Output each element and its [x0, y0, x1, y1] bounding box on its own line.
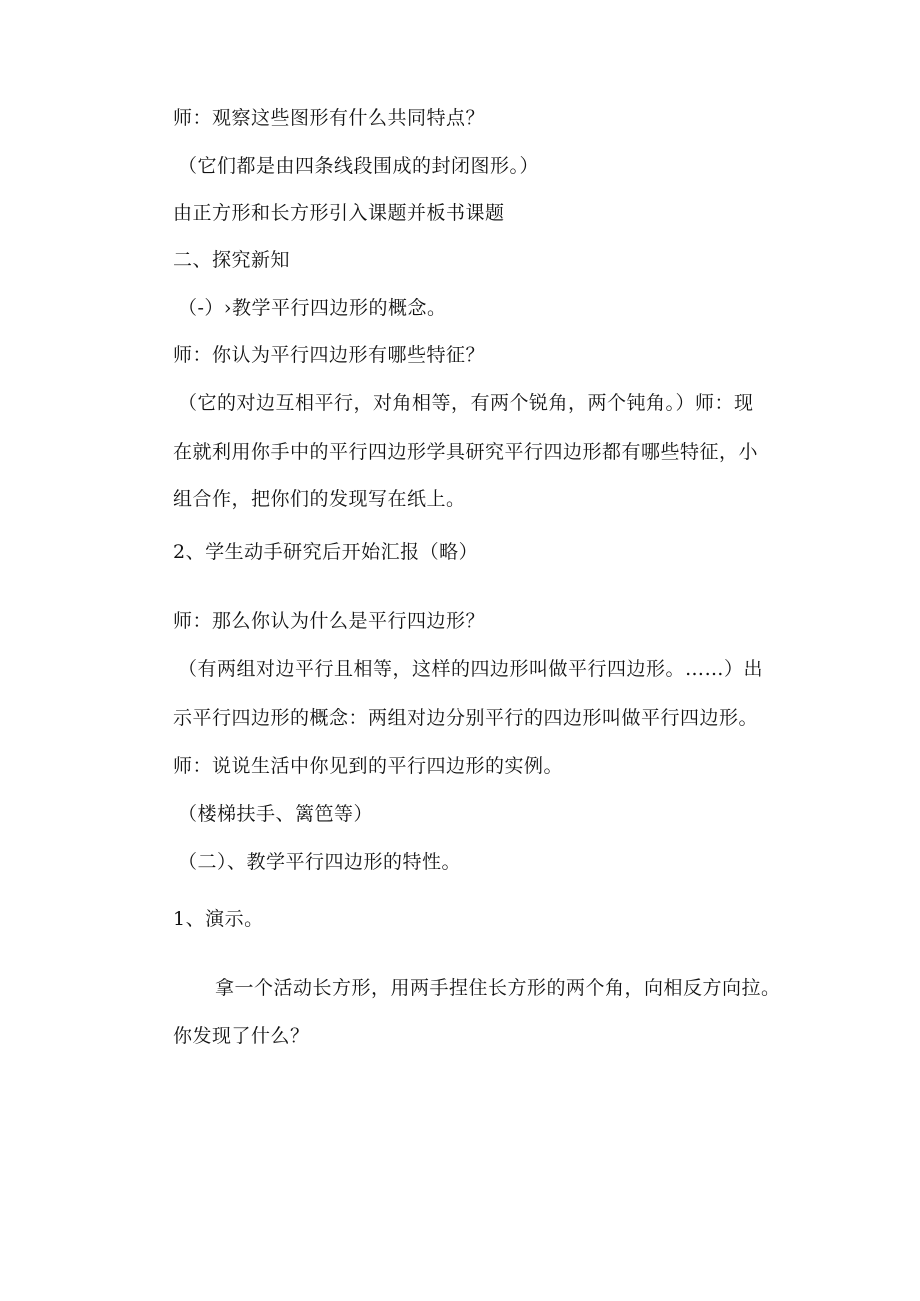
text-line-2: （它们都是由四条线段围成的封闭图形。）: [178, 155, 540, 177]
text-line-18: 拿一个活动长方形，用两手捏住长方形的两个角，向相反方向拉。: [215, 977, 781, 999]
text-line-8: 在就利用你手中的平行四边形学具研究平行四边形都有哪些特征，小: [173, 441, 759, 463]
text-line-11: 师：那么你认为什么是平行四边形？: [173, 610, 486, 632]
text-line-7: （它的对边互相平行，对角相等，有两个锐角，两个钝角。）师：现: [178, 392, 754, 414]
text-line-1: 师：观察这些图形有什么共同特点？: [173, 107, 486, 129]
text-line-15: （楼梯扶手、篱笆等）: [178, 803, 374, 825]
text-line-10: 2、学生动手研究后开始汇报（略）: [173, 541, 479, 563]
text-line-19: 你发现了什么？: [173, 1025, 310, 1047]
text-line-14: 师：说说生活中你见到的平行四边形的实例。: [173, 755, 564, 777]
section-heading-explore: 二、探究新知: [173, 249, 291, 271]
text-line-3: 由正方形和长方形引入课题并板书课题: [173, 202, 505, 224]
text-line-12: （有两组对边平行且相等，这样的四边形叫做平行四边形。……）出: [178, 658, 764, 680]
subsection-heading-concept: （-）›教学平行四边形的概念。: [178, 297, 447, 319]
text-line-17: 1、演示。: [173, 908, 264, 930]
subsection-heading-properties: （二）、教学平行四边形的特性。: [178, 851, 462, 873]
text-line-9: 组合作，把你们的发现写在纸上。: [173, 488, 466, 510]
text-line-6: 师：你认为平行四边形有哪些特征？: [173, 344, 486, 366]
text-line-13: 示平行四边形的概念：两组对边分别平行的四边形叫做平行四边形。: [173, 707, 759, 729]
